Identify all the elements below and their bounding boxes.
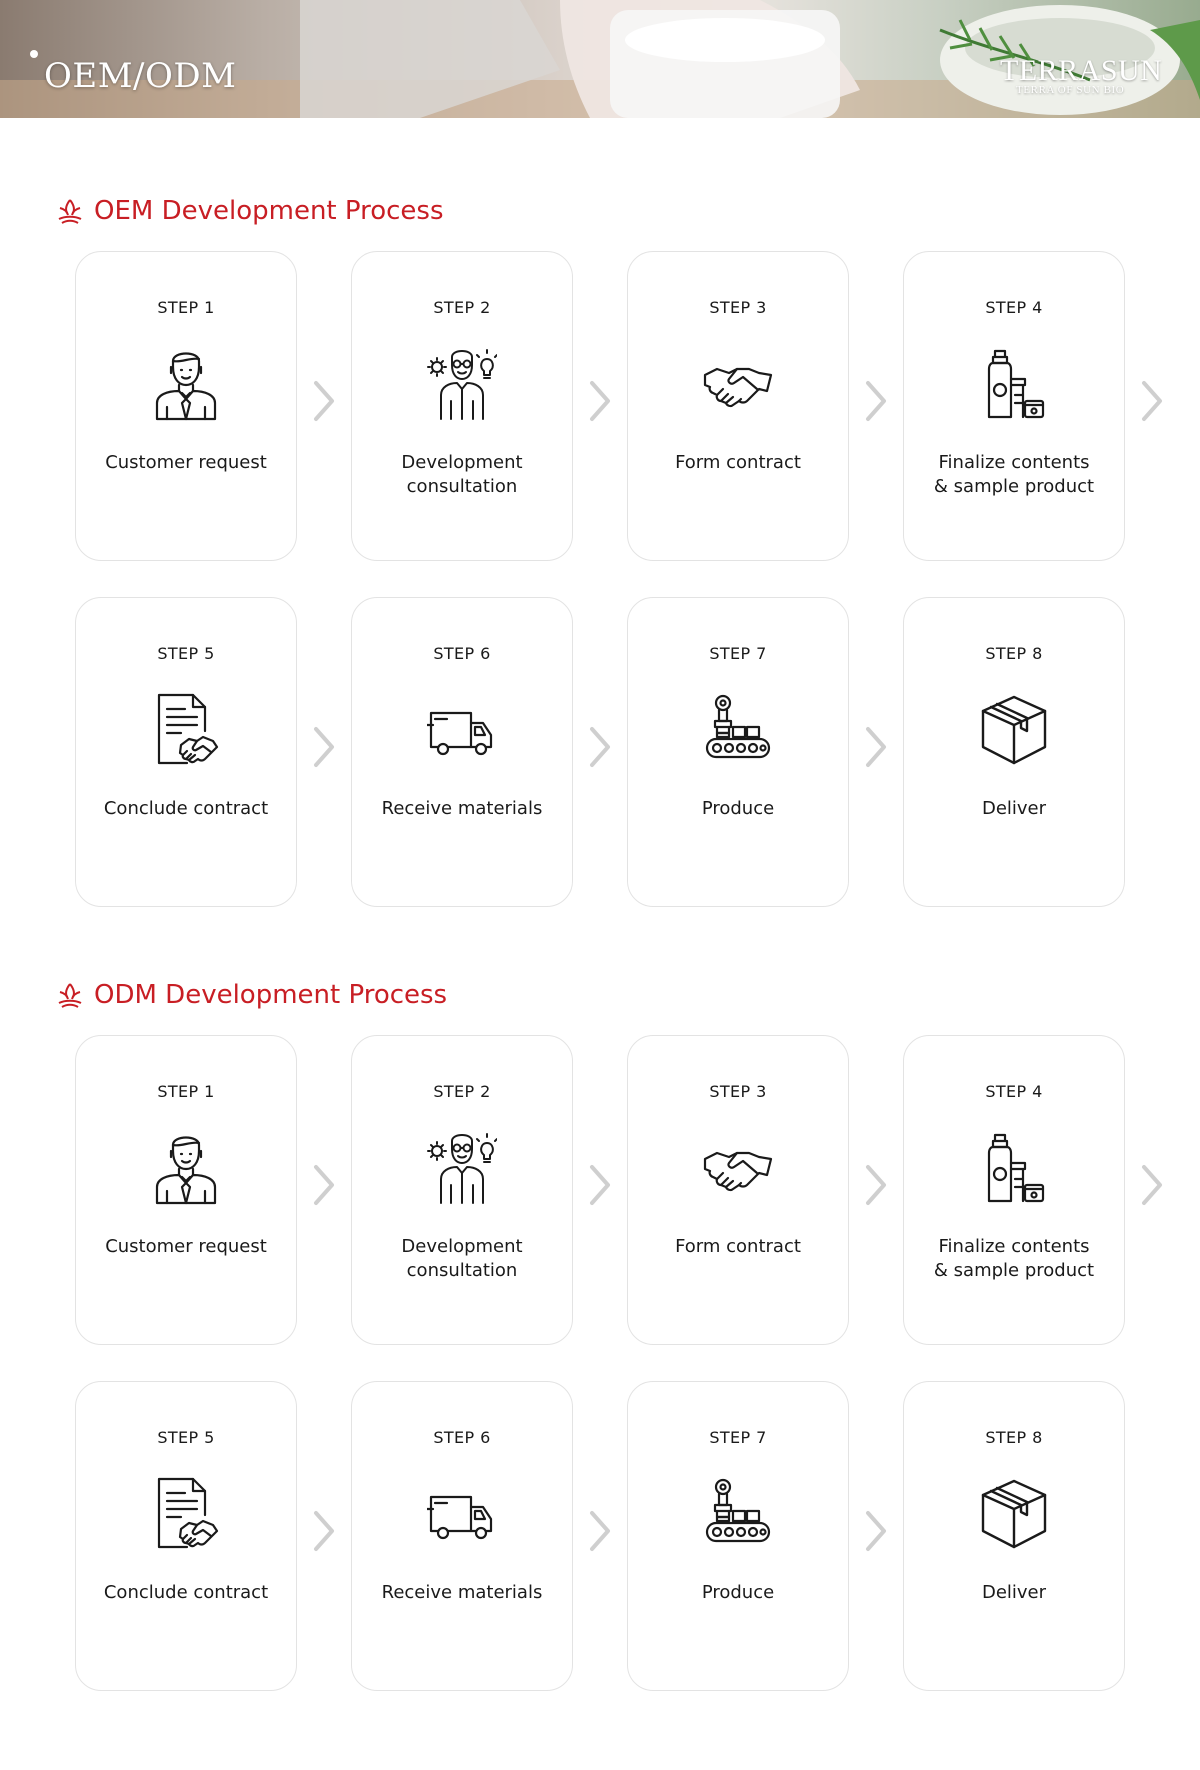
step-card-1 [75, 1035, 297, 1345]
step-caption: Form contract [675, 1236, 801, 1257]
chevron-right-icon [862, 725, 890, 769]
step-card-7 [627, 1381, 849, 1691]
truck-icon [427, 1475, 497, 1551]
step-caption: Finalize contents & sample product [933, 452, 1095, 497]
step-caption: Deliver [981, 1582, 1047, 1603]
step-label: STEP 2 [433, 298, 491, 317]
chevron-right-icon [586, 379, 614, 423]
oem-steps-grid [75, 251, 1125, 907]
step-label: STEP 6 [433, 644, 491, 663]
step-card-4 [903, 1035, 1125, 1345]
consultation-icon [427, 345, 497, 421]
step-label: STEP 6 [433, 1428, 491, 1447]
section-title: OEM Development Process [94, 196, 444, 226]
step-card-8 [903, 597, 1125, 907]
odm-section-heading [56, 980, 447, 1010]
brand-logo [1000, 56, 1162, 96]
step-label: STEP 3 [709, 1082, 767, 1101]
step-card-1 [75, 251, 297, 561]
step-label: STEP 5 [157, 1428, 215, 1447]
step-card-6 [351, 1381, 573, 1691]
step-label: STEP 4 [985, 298, 1043, 317]
chevron-right-icon [1138, 379, 1166, 423]
conveyor-icon [703, 691, 773, 767]
header-banner [0, 0, 1200, 118]
chevron-right-icon [862, 1509, 890, 1553]
customer-icon [151, 345, 221, 421]
step-caption: Receive materials [381, 1582, 543, 1603]
step-caption: Produce [701, 798, 775, 819]
chevron-right-icon [310, 379, 338, 423]
step-card-7 [627, 597, 849, 907]
chevron-right-icon [586, 725, 614, 769]
step-label: STEP 2 [433, 1082, 491, 1101]
step-label: STEP 7 [709, 644, 767, 663]
step-label: STEP 7 [709, 1428, 767, 1447]
odm-steps-grid [75, 1035, 1125, 1691]
step-caption: Finalize contents & sample product [933, 1236, 1095, 1281]
step-caption: Receive materials [381, 798, 543, 819]
handshake-icon [703, 345, 773, 421]
chevron-right-icon [310, 725, 338, 769]
step-card-6 [351, 597, 573, 907]
step-card-2 [351, 251, 573, 561]
chevron-right-icon [586, 1163, 614, 1207]
step-label: STEP 3 [709, 298, 767, 317]
step-caption: Deliver [981, 798, 1047, 819]
page-title: OEM/ODM [44, 56, 237, 96]
cosmetics-icon [979, 1129, 1049, 1205]
step-caption: Conclude contract [103, 1582, 269, 1603]
step-label: STEP 8 [985, 1428, 1043, 1447]
brand-mark-icon [56, 981, 84, 1009]
customer-icon [151, 1129, 221, 1205]
step-caption: Development consultation [401, 1236, 523, 1281]
oem-section-heading [56, 196, 444, 226]
step-caption: Conclude contract [103, 798, 269, 819]
step-card-8 [903, 1381, 1125, 1691]
brand-mark-icon [56, 197, 84, 225]
chevron-right-icon [586, 1509, 614, 1553]
contract-icon [151, 691, 221, 767]
truck-icon [427, 691, 497, 767]
chevron-right-icon [310, 1509, 338, 1553]
handshake-icon [703, 1129, 773, 1205]
brand-tagline: TERRA OF SUN BIO [1016, 84, 1125, 96]
step-card-5 [75, 597, 297, 907]
step-card-3 [627, 1035, 849, 1345]
box-icon [979, 691, 1049, 767]
box-icon [979, 1475, 1049, 1551]
section-title: ODM Development Process [94, 980, 448, 1010]
step-caption: Produce [701, 1582, 775, 1603]
conveyor-icon [703, 1475, 773, 1551]
chevron-right-icon [1138, 1163, 1166, 1207]
step-card-3 [627, 251, 849, 561]
step-label: STEP 1 [157, 1082, 215, 1101]
step-caption: Customer request [105, 1236, 267, 1257]
step-label: STEP 1 [157, 298, 215, 317]
cosmetics-icon [979, 345, 1049, 421]
chevron-right-icon [862, 379, 890, 423]
step-card-4 [903, 251, 1125, 561]
step-card-2 [351, 1035, 573, 1345]
contract-icon [151, 1475, 221, 1551]
step-caption: Form contract [675, 452, 801, 473]
step-card-5 [75, 1381, 297, 1691]
banner-bullet [30, 50, 38, 58]
brand-name: TERRASUN [1000, 54, 1163, 87]
consultation-icon [427, 1129, 497, 1205]
step-caption: Customer request [105, 452, 267, 473]
step-label: STEP 8 [985, 644, 1043, 663]
chevron-right-icon [862, 1163, 890, 1207]
step-label: STEP 5 [157, 644, 215, 663]
chevron-right-icon [310, 1163, 338, 1207]
step-label: STEP 4 [985, 1082, 1043, 1101]
step-caption: Development consultation [401, 452, 523, 497]
